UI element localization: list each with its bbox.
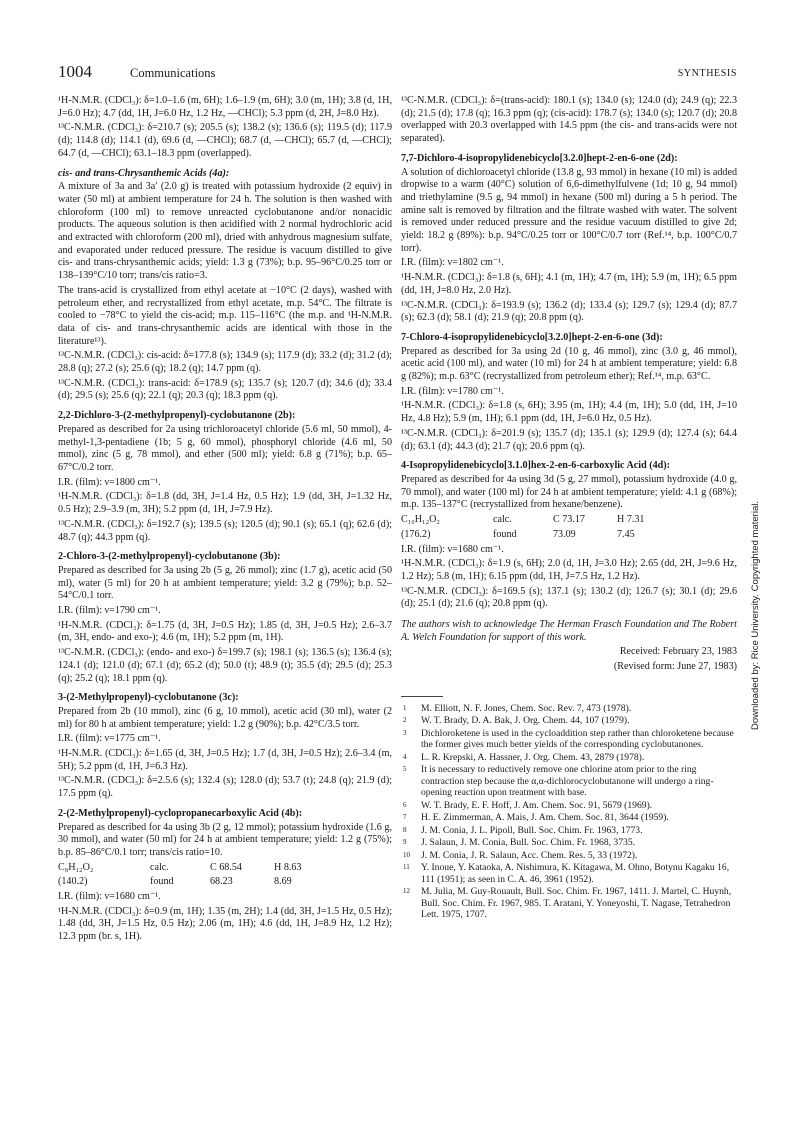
section-heading: 2,2-Dichloro-3-(2-methylpropenyl)-cyclobutanone (2b): (58, 410, 296, 422)
reference-text: It is necessary to reductively remove one chlorine atom prior to the ring contraction step because the α,α-dichlorocyclobutanone will undergo a ring-opening reaction upon treatment with base. (421, 764, 714, 799)
analysis-cell: found (493, 528, 517, 540)
section-heading: 3-(2-Methylpropenyl)-cyclobutanone (3c): (58, 692, 239, 704)
paragraph: ¹H-N.M.R. (CDCl₃): δ=1.65 (d, 3H, J=0.5 Hz); 1.7 (d, 3H, J=0.5 Hz); 2.6–3.4 (m, 5H); 5.2 ppm (d, 1H, J=6.3 Hz). (58, 748, 392, 772)
paragraph: ¹H-N.M.R. (CDCl₃): δ=1.0–1.6 (m, 6H); 1.6–1.9 (m, 6H); 3.0 (m, 1H); 3.8 (d, 1H, J=6.0 Hz); 4.7 (dd, 1H, J=6.0 Hz, 1.2 Hz, —CHCl); 5.3 ppm (d, 2H, J=8.0 Hz). (58, 95, 392, 119)
page-number: 1004 (58, 62, 92, 81)
reference-item (401, 715, 737, 727)
received-date: Received: February 23, 1983 (619, 646, 737, 658)
reference-number: 8 (403, 825, 407, 834)
reference-number: 2 (403, 716, 407, 725)
paragraph: ¹H-N.M.R. (CDCl₃): δ=1.8 (s, 6H); 3.95 (m, 1H); 4.4 (m, 1H); 5.0 (dd, 1H, J=10 Hz, 4.8 Hz); 5.9 (m, 1H); 6.1 ppm (dd, 1H, J=6.0 Hz, 0.5 Hz). (401, 400, 737, 425)
reference-number: 3 (403, 728, 407, 737)
reference-item (401, 800, 737, 812)
reference-number: 7 (403, 813, 407, 822)
journal-name: SYNTHESIS (677, 68, 737, 79)
paragraph: Prepared as described for 2a using trichloroacetyl chloride (5.6 ml, 50 mmol), 4-methyl-1,3-pentadiene (1b; 5 g, 60 mmol), phosphoryl chloride (4.6 ml, 50 mmol), zinc (5 g, 78 mmol), and ether (500 ml); yield: 6.8 g (71%); b.p. 65–67°C/0.2 torr. (58, 423, 392, 473)
page-header (58, 62, 737, 84)
analysis-cell: found (150, 876, 174, 888)
reference-item (401, 837, 737, 849)
paragraph: ¹³C-N.M.R. (CDCl₃): δ=169.5 (s); 137.1 (s); 130.2 (d); 126.7 (s); 30.1 (d); 29.6 (d); 25.1 (d); 21.6 (q); 20.8 ppm (q). (401, 585, 737, 610)
reference-number: 10 (403, 850, 410, 859)
reference-text: J. Salaun, J. M. Conia, Bull. Soc. Chim. Fr. 1968, 3735. (421, 837, 636, 849)
paragraph: Prepared as described for 4a using 3d (5 g, 27 mmol), potassium hydroxide (4.0 g, 70 mmol), and water (100 ml) for 24 h at ambient temperature; yield: 4.1 g (68%); m.p. 135–137°C (recrystallized from hexane/benzene). (401, 473, 737, 511)
analysis-cell: C₁₀H₁₂O₂ (401, 514, 440, 526)
paragraph: Prepared from 2b (10 mmol), zinc (6 g, 10 mmol), acetic acid (30 ml), water (2 ml) for 80 h at ambient temperature; yield: 1.2 g (90%); b.p. 42°C/3.5 torr. (58, 705, 392, 730)
paragraph: ¹³C-N.M.R. (CDCl₃): δ=201.9 (s); 135.7 (d); 135.1 (s); 129.9 (d); 127.4 (s); 64.4 (d); 63.1 (d); 44.3 (d); 21.7 (q); 20.6 ppm (q). (401, 427, 737, 452)
reference-text: W. T. Brady, E. F. Hoff, J. Am. Chem. Soc. 91, 5679 (1969). (421, 799, 653, 811)
reference-number: 5 (403, 765, 407, 774)
analysis-row (58, 862, 392, 875)
reference-item (401, 862, 737, 885)
section-heading: 7,7-Dichloro-4-isopropylidenebicyclo[3.2.0]hept-2-en-6-one (2d): (401, 152, 678, 164)
paragraph: I.R. (film): ν=1800 cm⁻¹. (58, 476, 161, 488)
section-heading: 2-(2-Methylpropenyl)-cyclopropanecarboxylic Acid (4b): (58, 807, 303, 819)
paragraph: ¹³C-N.M.R. (CDCl₃): cis-acid: δ=177.8 (s); 134.9 (s); 117.9 (d); 33.2 (d); 31.2 (d); 28.8 (q); 27.2 (s); 25.6 (q); 18.2 (q); 14.7 ppm (q). (58, 350, 392, 375)
reference-number: 6 (403, 800, 407, 809)
paragraph: ¹³C-N.M.R. (CDCl₃): δ=192.7 (s); 139.5 (s); 120.5 (d); 90.1 (s); 65.1 (q); 62.6 (d); 48.7 (q); 44.3 ppm (q). (58, 518, 392, 543)
paragraph: ¹³C-N.M.R. (CDCl₃): (endo- and exo-) δ=199.7 (s); 198.1 (s); 136.5 (s); 136.4 (s); 124.1 (d); 121.0 (d); 67.1 (d); 65.2 (d); 50.0 (t); 48.9 (t); 35.5 (d); 29.5 (d); 25.3 (q); 25.2 (q); 18.1 ppm (q). (58, 647, 392, 684)
section-heading: 2-Chloro-3-(2-methylpropenyl)-cyclobutanone (3b): (58, 551, 281, 563)
analysis-cell: 8.69 (274, 876, 292, 888)
reference-item (401, 728, 737, 751)
reference-text: Y. Inoue, Y. Kataoka, A. Nishimura, K. Kitagawa, M. Ohno, Botynu Kagaku 16, 111 (1951); as seen in C. A. 46, 3961 (1952). (421, 862, 730, 885)
paragraph: Prepared as described for 4a using 3b (2 g, 12 mmol); potassium hydroxide (1.6 g, 30 mmol), and water (50 ml) for 24 h at ambient temperature; yield: 1.2 g (75%); b.p. 85–86°C/0.1 torr; trans/cis ratio=10. (58, 821, 392, 858)
reference-item (401, 703, 737, 715)
reference-text: J. M. Conia, J. L. Pipoll, Bull. Soc. Chim. Fr. 1963, 1773. (421, 824, 643, 836)
analysis-cell: calc. (150, 861, 169, 873)
section-title: Communications (130, 66, 216, 80)
paragraph: A solution of dichloroacetyl chloride (13.8 g, 93 mmol) in hexane (10 ml) is added dropwise to a warm (40°C) solution of 6,6-dimethylfulvene (1d; 10 g, 94 mmol) and triethylamine (9.5 g, 94 mmol) in hexane (500 ml) during a 5 h period. The amine salt is removed by filtration and the filtrate washed with water. The solvent is removed under reduced pressure and the residue vacuum distilled to give 2d; yield: 18.2 g (89%): b.p. 94°C/0.25 torr or 100°C/0.7 torr (Ref.¹⁴, b.p. 100°C/0.7 torr). (401, 166, 737, 254)
right-column-body (401, 95, 737, 611)
download-watermark (748, 250, 762, 730)
revised-date: (Revised form: June 27, 1983) (613, 661, 737, 673)
analysis-row (401, 514, 737, 527)
analysis-row (58, 876, 392, 889)
watermark-text: Downloaded by: Rice University. Copyrighted material. (750, 501, 761, 730)
paragraph: ¹H-N.M.R. (CDCl₃): δ=1.9 (s, 6H); 2.0 (d, 1H, J=3.0 Hz); 2.65 (dd, 2H, J=9.6 Hz, 1.2 Hz); 5.8 (m, 1H); 6.15 ppm (dd, 1H, J=7.5 Hz, 1.2 Hz). (401, 558, 737, 582)
right-column (401, 95, 737, 922)
section-heading: 7-Chloro-4-isopropylidenebicyclo[3.2.0]hept-2-en-6-one (3d): (401, 331, 663, 343)
reference-item (401, 825, 737, 837)
paragraph: A mixture of 3a and 3a′ (2.0 g) is treated with potassium hydroxide (2 equiv) in water (50 ml) at ambient temperature for 24 h. The solution is then washed with chloroform (100 ml) to remove unreacted cyclobutanone and/or nonacidic products. The aqueous solution is then acidified with 2 normal hydrochloric acid and extracted with chloroform (200 ml), dried with anhydrous magnesium sulfate, and evaporated under reduced pressure. The residue is vacuum distilled to give cis- and trans-chrysanthemic acids; yield: 1.3 g (73%); b.p. 95–96°C/0.25 torr or 138–139°C/10 torr; trans/cis ratio=3. (58, 181, 392, 282)
paragraph: ¹³C-N.M.R. (CDCl₃): δ=210.7 (s); 205.5 (s); 138.2 (s); 136.6 (s); 119.5 (d); 117.9 (d); 114.8 (d); 114.1 (d), 69.6 (d, —CHCl); 68.7 (d, —CHCl); 65.7 (d, —CHCl); 64.7 (d, —CHCl); 63.1–18.3 ppm (overlapped). (58, 122, 392, 159)
paragraph: ¹³C-N.M.R. (CDCl₃): trans-acid: δ=178.9 (s); 135.7 (s); 120.7 (d); 34.6 (d); 33.4 (d); 29.5 (s); 25.6 (q); 22.1 (q); 20.3 (q); 18.3 ppm (q). (58, 377, 392, 402)
reference-list (401, 703, 737, 921)
paragraph: The trans-acid is crystallized from ethyl acetate at −10°C (2 days), washed with petroleum ether, and recrystallized from ethyl acetate, m.p. 54°C. The filtrate is cooled to −78°C to yield the cis-acid; m.p. 115–116°C (the m.p. and ¹H-N.M.R. data of cis- and trans-chrysanthemic acids are identical with those in the literature¹³). (58, 284, 392, 347)
analysis-cell: C 73.17 (553, 514, 585, 526)
reference-number: 4 (403, 752, 407, 761)
paragraph: I.R. (film): ν=1780 cm⁻¹. (401, 385, 504, 397)
paragraph: ¹³C-N.M.R. (CDCl₃): δ=193.9 (s); 136.2 (d); 133.4 (s); 129.7 (s); 129.4 (d); 87.7 (s); 62.3 (d); 58.1 (d); 21.9 (q); 20.8 ppm (q). (401, 299, 737, 324)
reference-number: 12 (403, 887, 410, 896)
paragraph: I.R. (film): ν=1775 cm⁻¹. (58, 733, 161, 745)
reference-number: 11 (403, 863, 410, 872)
section-heading: 4-Isopropylidenebicyclo[3.1.0]hex-2-en-6-carboxylic Acid (4d): (401, 460, 670, 472)
analysis-cell: calc. (493, 514, 512, 526)
analysis-cell: (176.2) (401, 528, 431, 540)
left-column (58, 95, 392, 946)
paragraph: Prepared as described for 3a using 2d (10 g, 46 mmol), zinc (3.0 g, 46 mmol), acetic acid (100 ml), and water (10 ml) for 24 h at ambient temperature; yield: 6.8 g (82%); m.p. 63°C (recrystallized from petroleum ether); Ref.¹⁴, m.p. 63°C. (401, 345, 737, 383)
reference-text: J. M. Conia, J. R. Salaun, Acc. Chem. Res. 5, 33 (1972). (421, 849, 638, 861)
paragraph: I.R. (film): ν=1790 cm⁻¹. (58, 605, 161, 617)
paragraph: ¹H-N.M.R. (CDCl₃): δ=0.9 (m, 1H); 1.35 (m, 2H); 1.4 (dd, 3H, J=1.5 Hz, 0.5 Hz); 1.48 (dd, 3H, J=1.5 Hz, 0.5 Hz); 2.06 (m, 1H); 4.6 (dd, 1H, J=8.9 Hz, 1.2 Hz); 12.3 ppm (br. s, 1H). (58, 905, 392, 943)
reference-text: M. Elliott, N. F. Jones, Chem. Soc. Rev. 7, 473 (1978). (421, 702, 632, 714)
analysis-cell: 68.23 (210, 876, 233, 888)
reference-text: Dichloroketene is used in the cycloaddition step rather than chloroketene because the former gives much better yields of the corresponding cyclobutanones. (421, 727, 734, 751)
paragraph: ¹³C-N.M.R. (CDCl₃): δ=2.5.6 (s); 132.4 (s); 128.0 (d); 53.7 (t); 24.8 (q); 21.9 (d); 17.5 ppm (q). (58, 775, 392, 800)
paragraph: I.R. (film): ν=1680 cm⁻¹. (401, 543, 504, 555)
analysis-cell: 73.09 (553, 528, 576, 540)
reference-number: 9 (403, 838, 407, 847)
paragraph: ¹H-N.M.R. (CDCl₃): δ=1.8 (s, 6H); 4.1 (m, 1H); 4.7 (m, 1H); 5.9 (m, 1H); 6.5 ppm (dd, 1H, J=8.0 Hz, 2.0 Hz). (401, 272, 737, 296)
reference-text: W. T. Brady, D. A. Bak, J. Org. Chem. 44, 107 (1979). (421, 715, 630, 727)
paragraph: Prepared as described for 3a using 2b (5 g, 26 mmol); zinc (1.7 g), acetic acid (50 ml), water (5 ml) for 20 h at ambient temperature; yield: 3.2 g (79%); b.p. 52–54°C/0.1 torr. (58, 564, 392, 602)
analysis-row (401, 529, 737, 542)
analysis-cell: H 7.31 (617, 514, 645, 526)
reference-item (401, 752, 737, 764)
reference-text: H. E. Zimmerman, A. Mais, J. Am. Chem. Soc. 81, 3644 (1959). (421, 812, 669, 824)
reference-item (401, 764, 737, 799)
paragraph: I.R. (film): ν=1802 cm⁻¹. (401, 257, 504, 269)
analysis-cell: H 8.63 (274, 861, 302, 873)
analysis-cell: (140.2) (58, 876, 88, 888)
analysis-cell: C₈H₁₂O₂ (58, 861, 94, 873)
reference-item (401, 812, 737, 824)
paragraph: ¹H-N.M.R. (CDCl₃): δ=1.8 (dd, 3H, J=1.4 Hz, 0.5 Hz); 1.9 (dd, 3H, J=1.32 Hz, 0.5 Hz); 2.9–3.9 (m, 3H); 5.2 ppm (d, 1H, J=7.9 Hz). (58, 491, 392, 516)
reference-text: L. R. Krepski, A. Hassner, J. Org. Chem. 43, 2879 (1978). (421, 751, 645, 763)
reference-item (401, 886, 737, 921)
acknowledgement: The authors wish to acknowledge The Herman Frasch Foundation and The Robert A. Welch Foundation for support of this work. (401, 619, 737, 643)
analysis-cell: 7.45 (617, 528, 635, 540)
footnote-divider (401, 696, 443, 697)
reference-text: M. Julia, M. Guy-Rouault, Bull. Soc. Chim. Fr. 1967, 1411. J. Martel, C. Huynh, Bull. Soc. Chim. Fr. 1967, 985. T. Aratani, Y. Yoneyoshi, T. Nagase, Tetrahedron Lett. 1975, 1707. (421, 886, 732, 921)
reference-number: 1 (403, 703, 407, 712)
paragraph: ¹³C-N.M.R. (CDCl₃): δ=(trans-acid): 180.1 (s); 134.0 (s); 124.0 (d); 24.9 (q); 22.3 (d); 21.5 (d); 17.8 (q); 16.3 ppm (q); (cis-acid): 178.7 (s); 134.0 (s); 120.7 (d); 20.8 overlapped with 20.3 overlapped with 14.5 ppm (the cis- and trans-acids were not separated). (401, 95, 737, 145)
paragraph: ¹H-N.M.R. (CDCl₃): δ=1.75 (d, 3H, J=0.5 Hz); 1.85 (d, 3H, J=0.5 Hz); 2.6–3.7 (m, 3H, endo- and exo-); 4.6 (m, 1H); 5.2 ppm (m, 1H). (58, 619, 392, 644)
analysis-cell: C 68.54 (210, 861, 242, 873)
section-heading: cis- and trans-Chrysanthemic Acids (4a): (58, 167, 230, 179)
paragraph: I.R. (film): ν=1680 cm⁻¹. (58, 891, 161, 903)
reference-item (401, 850, 737, 862)
